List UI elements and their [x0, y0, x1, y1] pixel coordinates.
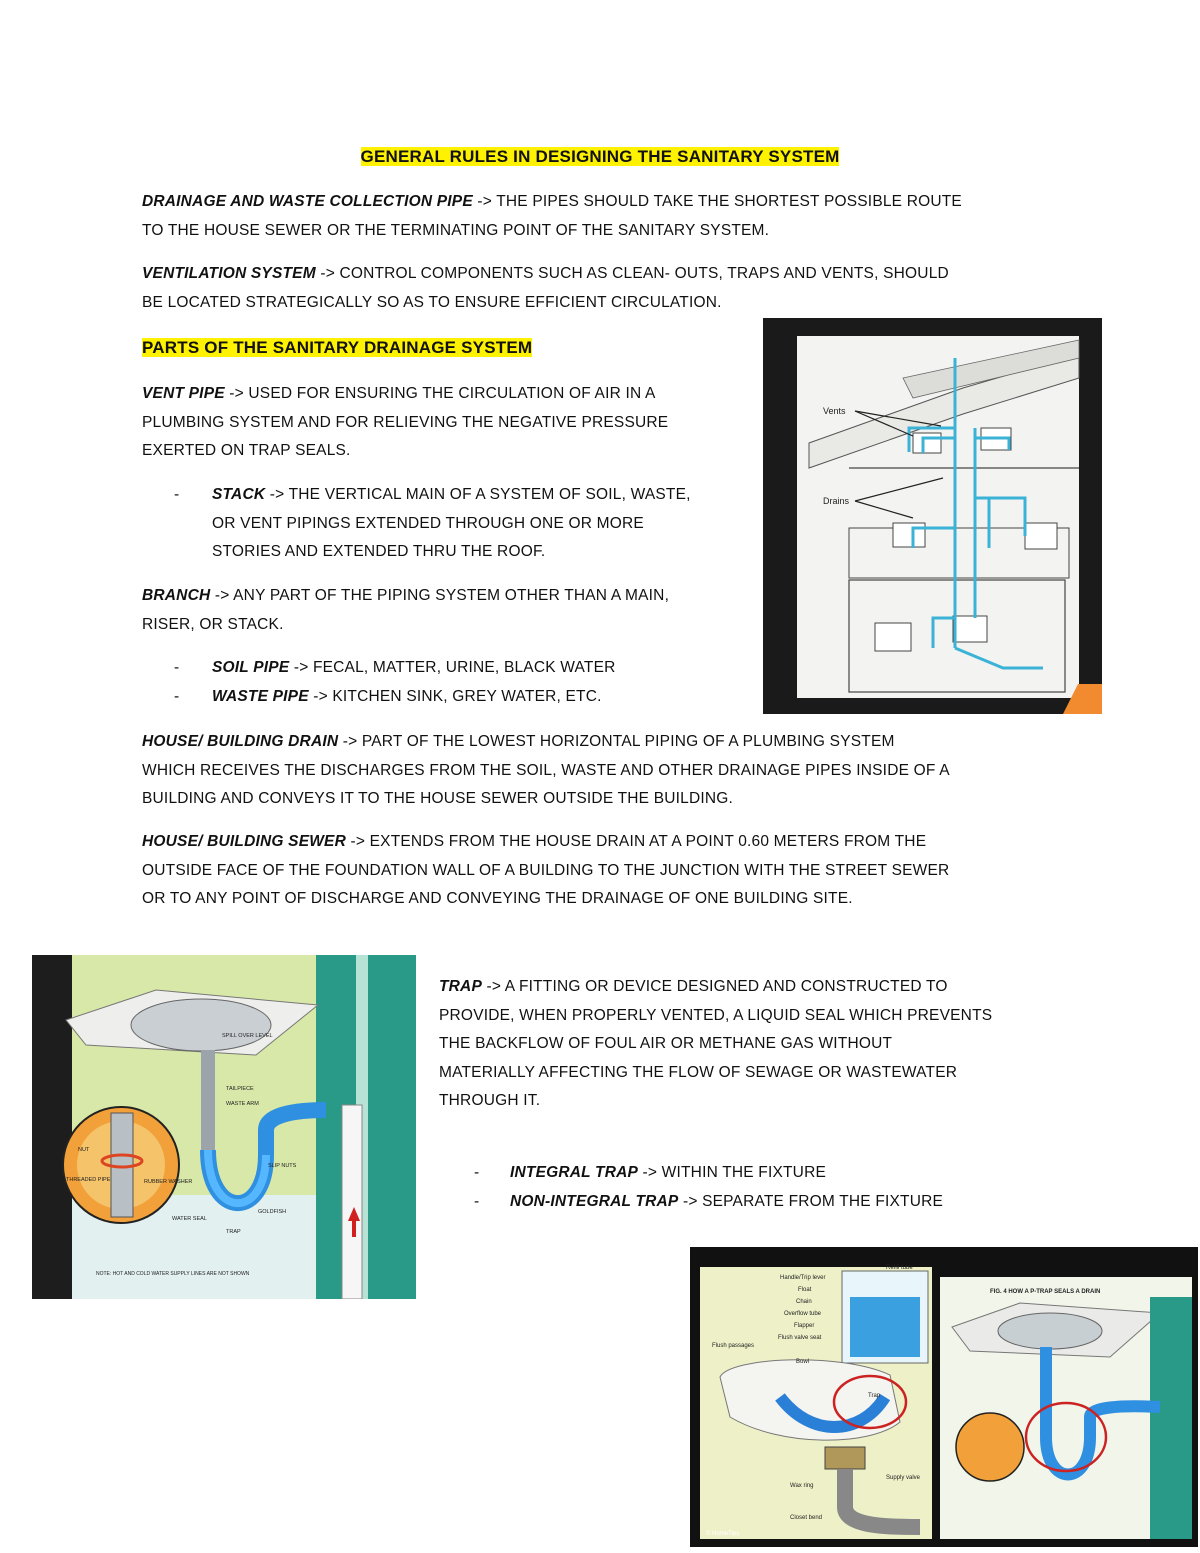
- page-title: GENERAL RULES IN DESIGNING THE SANITARY SYSTEM: [360, 147, 840, 166]
- label-threaded-pipe: THREADED PIPE: [66, 1177, 111, 1183]
- label-spill-over: SPILL OVER LEVEL: [222, 1033, 273, 1039]
- soil-pipe-dash: -: [174, 659, 180, 676]
- label-rubber-washer: RUBBER WASHER: [144, 1179, 193, 1185]
- label-flush-passages: Flush passages: [712, 1343, 755, 1349]
- house-drain-paragraph: HOUSE/ BUILDING DRAIN -> PART OF THE LOWEST HORIZONTAL PIPING OF A PLUMBING SYSTEM WHICH RECEIVES THE DISCHARGES FROM THE SOIL, WASTE AND OTHER DRAINAGE PIPES INSIDE OF A BUILDING AND CONVEYS IT TO THE HOUSE SEWER OUTSIDE THE BUILDING.: [142, 733, 950, 807]
- label-waste-arm: WASTE ARM: [226, 1101, 259, 1107]
- toilet-trap-figure: [690, 1247, 1198, 1547]
- label-handle: Handle/Trip lever: [780, 1275, 826, 1281]
- label-flush-valve: Flush valve seat: [778, 1335, 822, 1341]
- integral-trap-dash: -: [474, 1164, 480, 1181]
- non-integral-trap-dash: -: [474, 1193, 480, 1210]
- p-trap-caption: FIG. 4 HOW A P-TRAP SEALS A DRAIN: [990, 1289, 1101, 1295]
- label-nut: NUT: [78, 1147, 90, 1153]
- sink-trap-figure: [26, 945, 419, 1299]
- vents-label: Vents: [823, 406, 846, 416]
- trap-paragraph: TRAP -> A FITTING OR DEVICE DESIGNED AND CONSTRUCTED TO PROVIDE, WHEN PROPERLY VENTED, A LIQUID SEAL WHICH PREVENTS THE BACKFLOW OF FOUL AIR OR METHANE GAS WITHOUT MATERIALLY AFFECTING THE FLOW OF SEWAGE OR WASTEWATER THROUGH IT.: [439, 978, 993, 1109]
- stack-dash: -: [174, 486, 180, 503]
- label-note: NOTE: HOT AND COLD WATER SUPPLY LINES ARE NOT SHOWN: [96, 1271, 250, 1277]
- non-integral-trap-item: NON-INTEGRAL TRAP -> SEPARATE FROM THE FIXTURE: [510, 1193, 944, 1210]
- section-heading-parts: PARTS OF THE SANITARY DRAINAGE SYSTEM: [142, 338, 533, 357]
- waste-pipe-dash: -: [174, 688, 180, 705]
- integral-trap-item: INTEGRAL TRAP -> WITHIN THE FIXTURE: [510, 1164, 827, 1181]
- label-float: Float: [798, 1287, 812, 1293]
- branch-paragraph: BRANCH -> ANY PART OF THE PIPING SYSTEM OTHER THAN A MAIN, RISER, OR STACK.: [142, 587, 670, 633]
- label-slip-nuts: SLIP NUTS: [268, 1163, 297, 1169]
- ventilation-term: VENTILATION SYSTEM: [142, 265, 316, 282]
- drainage-paragraph: DRAINAGE AND WASTE COLLECTION PIPE -> THE PIPES SHOULD TAKE THE SHORTEST POSSIBLE ROUTE TO THE HOUSE SEWER OR THE TERMINATING POINT OF THE SANITARY SYSTEM.: [142, 193, 962, 239]
- drainage-term: DRAINAGE AND WASTE COLLECTION PIPE: [142, 193, 473, 210]
- drains-label: Drains: [823, 496, 850, 506]
- label-trap: TRAP: [226, 1229, 241, 1235]
- house-sewer-paragraph: HOUSE/ BUILDING SEWER -> EXTENDS FROM THE HOUSE DRAIN AT A POINT 0.60 METERS FROM THE OUTSIDE FACE OF THE FOUNDATION WALL OF A BUILDING TO THE JUNCTION WITH THE STREET SEWER OR TO ANY POINT OF DISCHARGE AND CONVEYING THE DRAINAGE OF ONE BUILDING SITE.: [142, 833, 950, 907]
- label-refill-tube: Refill tube: [886, 1265, 913, 1271]
- vents-drains-figure: [763, 318, 1102, 714]
- label-supply-valve: Supply valve: [886, 1475, 921, 1481]
- label-goldfish: GOLDFISH: [258, 1209, 287, 1215]
- vent-pipe-paragraph: VENT PIPE -> USED FOR ENSURING THE CIRCULATION OF AIR IN A PLUMBING SYSTEM AND FOR RELIEVING THE NEGATIVE PRESSURE EXERTED ON TRAP SEALS.: [142, 385, 669, 459]
- label-flapper: Flapper: [794, 1323, 815, 1329]
- label-water-seal: WATER SEAL: [172, 1216, 207, 1222]
- ventilation-paragraph: VENTILATION SYSTEM -> CONTROL COMPONENTS SUCH AS CLEAN- OUTS, TRAPS AND VENTS, SHOULD BE LOCATED STRATEGICALLY SO AS TO ENSURE EFFICIENT CIRCULATION.: [142, 265, 949, 311]
- label-hometips: © HomeTips: [706, 1531, 740, 1537]
- label-bowl: Bowl: [796, 1359, 810, 1365]
- label-chain: Chain: [796, 1299, 812, 1305]
- label-overflow: Overflow tube: [784, 1311, 822, 1317]
- label-tailpiece: TAILPIECE: [226, 1086, 254, 1092]
- label-closet-bend: Closet bend: [790, 1515, 823, 1521]
- label-wax-ring: Wax ring: [790, 1483, 814, 1489]
- stack-paragraph: STACK -> THE VERTICAL MAIN OF A SYSTEM OF SOIL, WASTE, OR VENT PIPINGS EXTENDED THROUGH ONE OR MORE STORIES AND EXTENDED THRU THE ROOF.: [212, 486, 691, 560]
- waste-pipe-item: WASTE PIPE -> KITCHEN SINK, GREY WATER, ETC.: [212, 688, 602, 705]
- label-trap2: Trap: [868, 1393, 881, 1399]
- soil-pipe-item: SOIL PIPE -> FECAL, MATTER, URINE, BLACK WATER: [212, 659, 616, 676]
